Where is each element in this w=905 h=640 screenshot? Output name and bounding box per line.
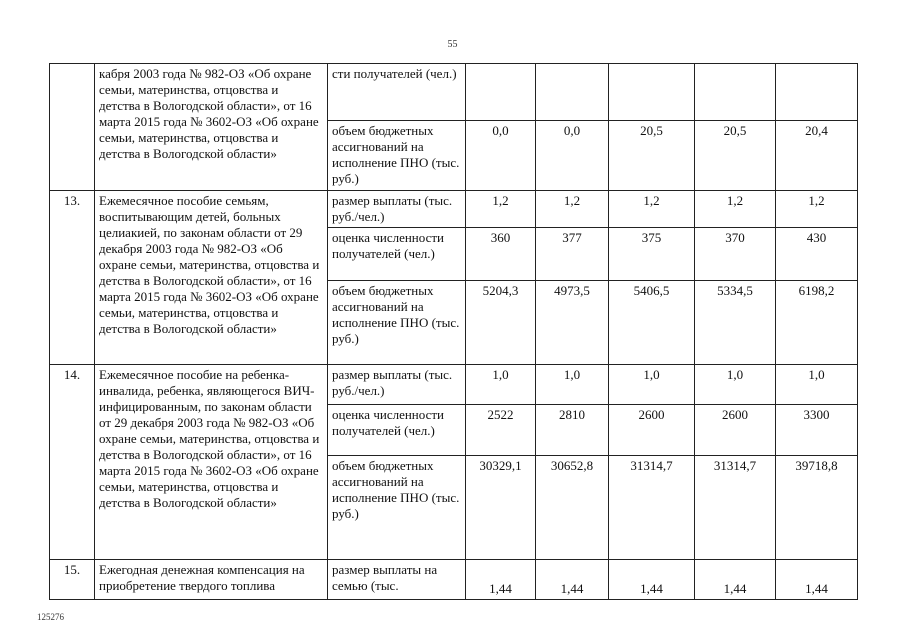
value-cell: 5334,5: [695, 281, 776, 365]
value-cell: 6198,2: [776, 281, 858, 365]
value-cell: 1,44: [466, 560, 536, 600]
row-number: 14.: [50, 365, 95, 560]
value-cell: 39718,8: [776, 456, 858, 560]
value-cell: 1,44: [609, 560, 695, 600]
row-description: Ежемесячное пособие на ребенка-инвалида, ребенка, являющегося ВИЧ-инфицированным, по законам области от 29 декабря 2003 года № 982-ОЗ «Об охране семьи, материнства, отцовства и детства в Вологодской области», от 16 марта 2015 года № 3602-ОЗ «Об охране семьи, материнства, отцовства и детства в Вологодской области»: [95, 365, 328, 560]
value-cell: [695, 64, 776, 121]
value-cell: 30652,8: [536, 456, 609, 560]
value-cell: 31314,7: [695, 456, 776, 560]
value-cell: 1,44: [776, 560, 858, 600]
document-code: 125276: [37, 612, 64, 622]
value-cell: 20,5: [695, 121, 776, 191]
value-cell: 2810: [536, 405, 609, 456]
budget-obligations-table: [49, 63, 858, 600]
value-cell: 1,0: [609, 365, 695, 405]
indicator-label: размер выплаты (тыс. руб./чел.): [328, 191, 466, 228]
row-number: 13.: [50, 191, 95, 365]
value-cell: 1,0: [695, 365, 776, 405]
value-cell: 2522: [466, 405, 536, 456]
value-cell: 370: [695, 228, 776, 281]
indicator-label: размер выплаты на семью (тыс.: [328, 560, 466, 600]
value-cell: 0,0: [466, 121, 536, 191]
indicator-label: объем бюджетных ассигнований на исполнение ПНО (тыс. руб.): [328, 456, 466, 560]
row-number: 15.: [50, 560, 95, 600]
value-cell: [609, 64, 695, 121]
indicator-label: сти получателей (чел.): [328, 64, 466, 121]
value-cell: 1,0: [536, 365, 609, 405]
value-cell: [466, 64, 536, 121]
value-cell: 30329,1: [466, 456, 536, 560]
row-description: кабря 2003 года № 982-ОЗ «Об охране семьи, материнства, отцовства и детства в Вологодской области», от 16 марта 2015 года № 3602-ОЗ «Об охране семьи, материнства, отцовства и детства в Вологодской области»: [95, 64, 328, 191]
value-cell: 1,44: [536, 560, 609, 600]
value-cell: [776, 64, 858, 121]
value-cell: 360: [466, 228, 536, 281]
value-cell: 0,0: [536, 121, 609, 191]
indicator-label: оценка численности получателей (чел.): [328, 405, 466, 456]
value-cell: 4973,5: [536, 281, 609, 365]
value-cell: 1,2: [536, 191, 609, 228]
value-cell: 2600: [695, 405, 776, 456]
value-cell: 20,5: [609, 121, 695, 191]
indicator-label: размер выплаты (тыс. руб./чел.): [328, 365, 466, 405]
value-cell: 5406,5: [609, 281, 695, 365]
table-row: [50, 191, 858, 228]
value-cell: 3300: [776, 405, 858, 456]
value-cell: 1,44: [695, 560, 776, 600]
row-description: Ежегодная денежная компенсация на приобретение твердого топлива: [95, 560, 328, 600]
value-cell: 1,0: [776, 365, 858, 405]
indicator-label: объем бюджетных ассигнований на исполнение ПНО (тыс. руб.): [328, 121, 466, 191]
value-cell: 1,2: [466, 191, 536, 228]
value-cell: 375: [609, 228, 695, 281]
value-cell: 1,0: [466, 365, 536, 405]
row-description: Ежемесячное пособие семьям, воспитывающим детей, больных целиакией, по законам области от 29 декабря 2003 года № 982-ОЗ «Об охране семьи, материнства, отцовства и детства в Вологодской области», от 16 марта 2015 года № 3602-ОЗ «Об охране семьи, материнства, отцовства и детства в Вологодской области»: [95, 191, 328, 365]
table-row: [50, 365, 858, 405]
value-cell: 20,4: [776, 121, 858, 191]
page-number: 55: [447, 39, 458, 50]
value-cell: 2600: [609, 405, 695, 456]
value-cell: 5204,3: [466, 281, 536, 365]
value-cell: 377: [536, 228, 609, 281]
value-cell: 1,2: [609, 191, 695, 228]
value-cell: 1,2: [776, 191, 858, 228]
table-row: [50, 64, 858, 121]
value-cell: 31314,7: [609, 456, 695, 560]
table-row: [50, 560, 858, 600]
indicator-label: оценка численности получателей (чел.): [328, 228, 466, 281]
value-cell: 1,2: [695, 191, 776, 228]
value-cell: 430: [776, 228, 858, 281]
value-cell: [536, 64, 609, 121]
indicator-label: объем бюджетных ассигнований на исполнение ПНО (тыс. руб.): [328, 281, 466, 365]
row-number: [50, 64, 95, 191]
